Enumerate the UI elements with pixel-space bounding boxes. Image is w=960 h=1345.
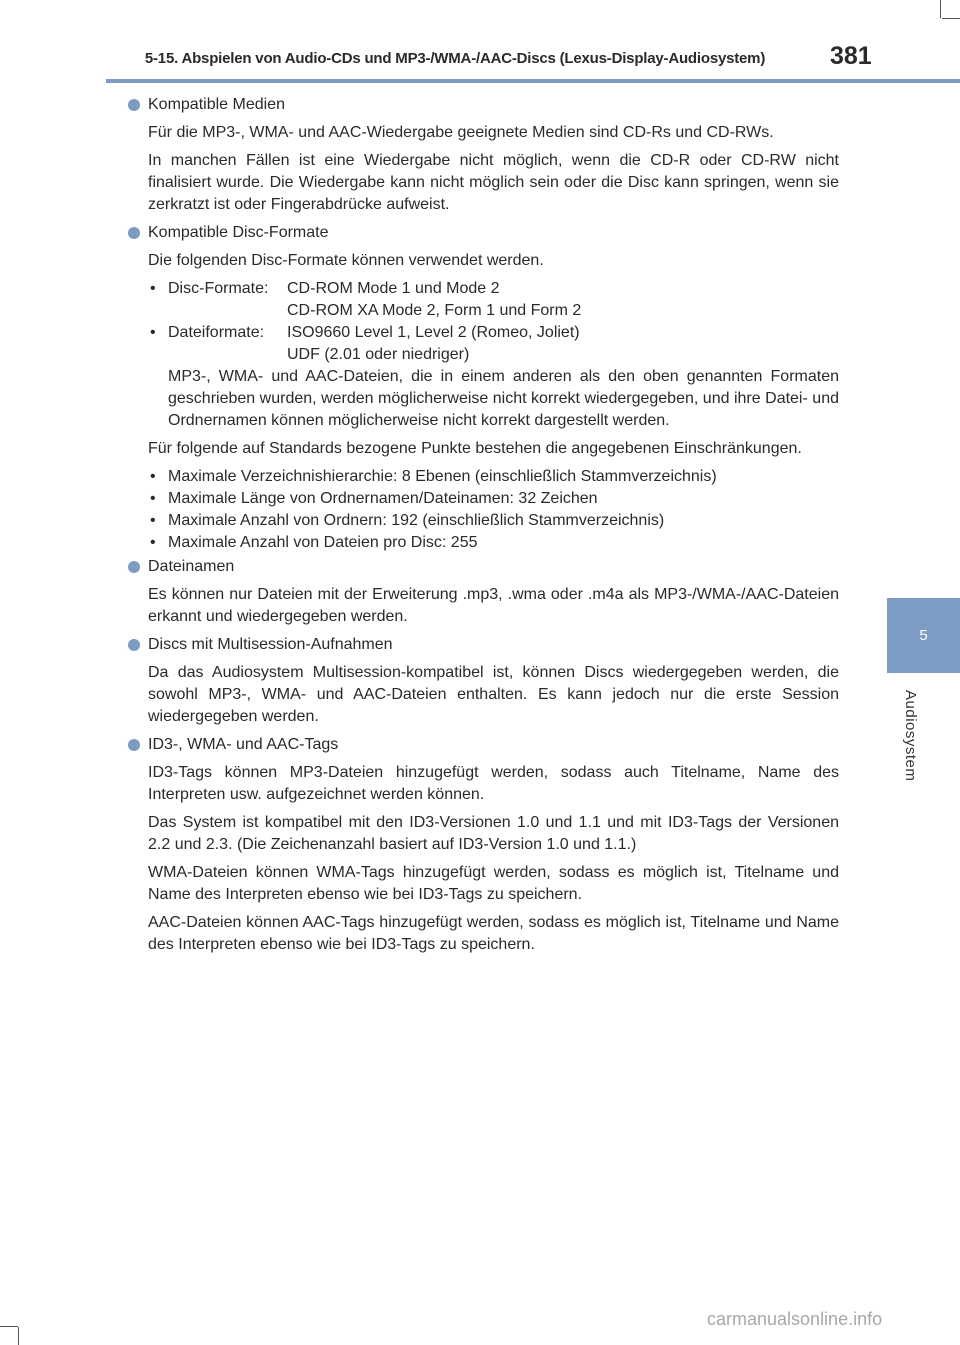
main-content — [128, 94, 839, 962]
list-item: • Maximale Anzahl von Ordnern: 192 (einschließlich Stammverzeichnis) — [150, 512, 665, 529]
paragraph: Für folgende auf Standards bezogene Punkte bestehen die angegebenen Einschränkungen. — [148, 440, 802, 457]
paragraph: Die folgenden Disc-Formate können verwendet werden. — [148, 252, 544, 269]
list-item: • Disc-Formate: CD-ROM Mode 1 und Mode 2 CD-ROM XA Mode 2, Form 1 und Form 2 — [150, 280, 582, 319]
bullet-icon — [128, 739, 140, 751]
section-heading: Kompatible Medien — [128, 94, 839, 116]
crop-mark — [942, 18, 960, 19]
limits-list — [148, 466, 839, 554]
bullet-icon — [128, 227, 140, 239]
header-title: 5-15. Abspielen von Audio-CDs und MP3-/WMA-/AAC-Discs (Lexus-Display-Audiosystem) — [144, 50, 766, 67]
list-item: • Maximale Verzeichnishierarchie: 8 Ebenen (einschließlich Stammverzeichnis) — [150, 468, 717, 485]
list-item: • Maximale Länge von Ordnernamen/Dateinamen: 32 Zeichen — [150, 490, 598, 507]
chapter-number: 5 — [919, 627, 928, 644]
list-item: • Dateiformate: ISO9660 Level 1, Level 2 (Romeo, Joliet) UDF (2.01 oder niedriger) — [150, 324, 580, 363]
format-list — [148, 278, 839, 366]
bullet-icon — [128, 639, 140, 651]
paragraph: WMA-Dateien können WMA-Tags hinzugefügt werden, sodass es möglich ist, Titelname und Name des Interpreten ebenso wie bei ID3-Tags zu speichern. — [148, 864, 839, 903]
crop-mark — [18, 1327, 19, 1345]
section-heading: ID3-, WMA- und AAC-Tags — [128, 734, 839, 756]
crop-mark — [940, 0, 941, 18]
section-heading: Kompatible Disc-Formate — [128, 222, 839, 244]
paragraph: MP3-, WMA- und AAC-Dateien, die in einem anderen als den oben genannten Formaten geschrieben wurden, werden möglicherweise nicht korrekt wiedergegeben, und ihre Datei- und Ordnernamen können möglicherweise nicht korrekt dargestellt werden. — [168, 368, 839, 429]
watermark: carmanualsonline.info — [707, 1309, 883, 1329]
list-item: • Maximale Anzahl von Dateien pro Disc: 255 — [150, 534, 478, 551]
paragraph: AAC-Dateien können AAC-Tags hinzugefügt werden, sodass es möglich ist, Titelname und Name des Interpreten ebenso wie bei ID3-Tags zu speichern. — [148, 914, 839, 953]
chapter-label: Audiosystem — [902, 690, 919, 782]
bullet-icon — [128, 99, 140, 111]
section-heading: Dateinamen — [128, 556, 839, 578]
header-rule — [106, 79, 960, 83]
bullet-icon — [128, 561, 140, 573]
paragraph: Da das Audiosystem Multisession-kompatibel ist, können Discs wiedergegeben werden, die sowohl MP3-, WMA- und AAC-Dateien enthalten. Es kann jedoch nur die erste Session wiedergegeben werden. — [148, 664, 839, 725]
section-heading: Discs mit Multisession-Aufnahmen — [128, 634, 839, 656]
crop-mark — [0, 1326, 18, 1327]
page-number: 381 — [830, 42, 872, 70]
paragraph: Das System ist kompatibel mit den ID3-Versionen 1.0 und 1.1 und mit ID3-Tags der Versionen 2.2 und 2.3. (Die Zeichenanzahl basiert auf ID3-Version 1.0 und 1.1.) — [148, 814, 839, 853]
paragraph: Es können nur Dateien mit der Erweiterung .mp3, .wma oder .m4a als MP3-/WMA-/AAC-Dateien erkannt und wiedergegeben werden. — [148, 586, 839, 625]
paragraph: In manchen Fällen ist eine Wiedergabe nicht möglich, wenn die CD-R oder CD-RW nicht finalisiert wurde. Die Wiedergabe kann nicht möglich sein oder die Disc kann springen, wenn sie zerkratzt ist oder Fingerabdrücke aufweist. — [148, 152, 839, 213]
chapter-tab[interactable] — [887, 598, 960, 673]
paragraph: ID3-Tags können MP3-Dateien hinzugefügt werden, sodass auch Titelname, Name des Interpreten usw. aufgezeichnet werden können. — [148, 764, 839, 803]
paragraph: Für die MP3-, WMA- und AAC-Wiedergabe geeignete Medien sind CD-Rs und CD-RWs. — [148, 124, 774, 141]
